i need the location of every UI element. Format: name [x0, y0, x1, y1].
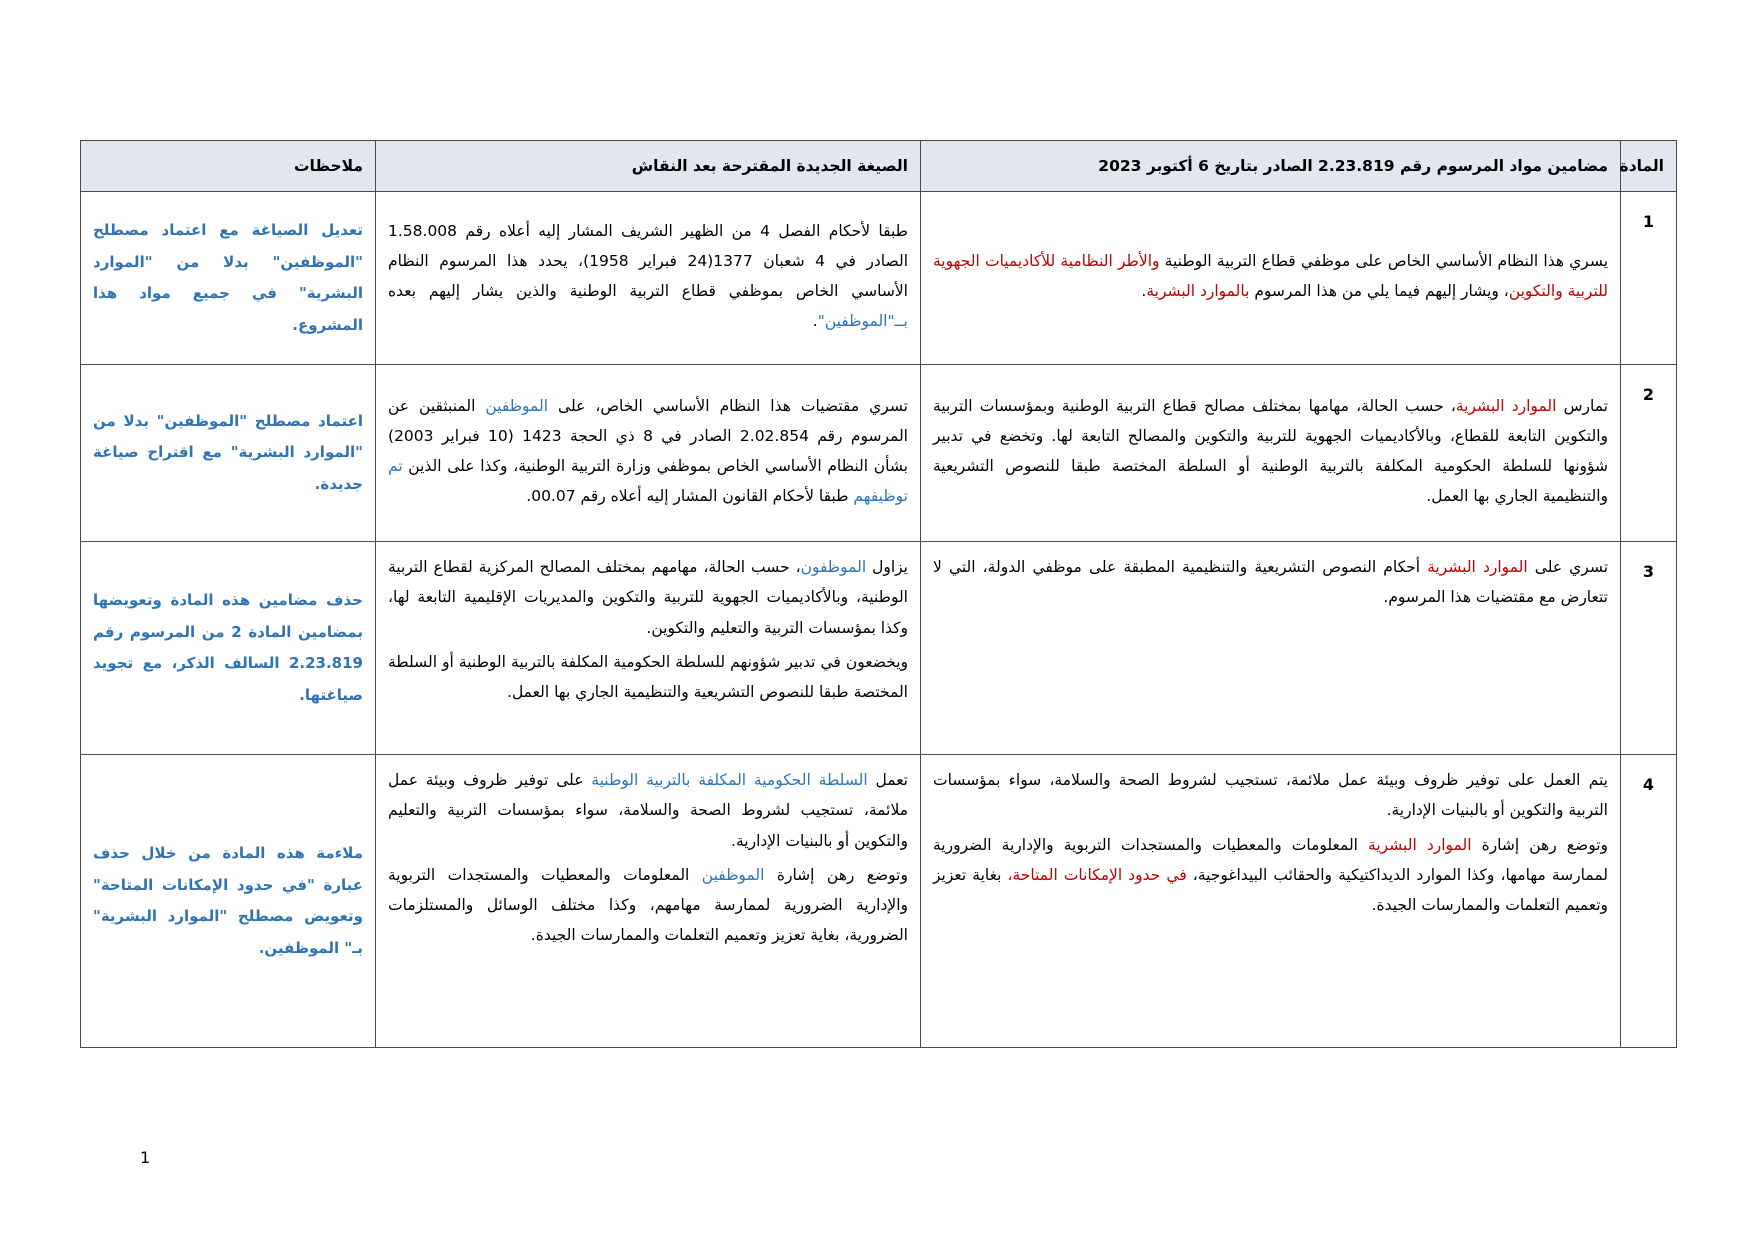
header-new-wording: الصيغة الجديدة المقترحة بعد النقاش: [376, 141, 921, 192]
text-segment: يزاول: [866, 558, 908, 577]
text-segment: المعلومات والمعطيات والمستجدات التربوية والإدارية الضرورية لممارسة مهامهم، وكذا مختلف الوسائل والمستلزمات الضرورية، بغاية تعزيز وتعميم التعلمات والممارسات الجيدة.: [388, 865, 908, 945]
text-segment: ، ويشار إليهم فيما يلي من هذا المرسوم: [1249, 282, 1509, 301]
highlight-blue: بــ"الموظفين": [817, 312, 908, 331]
text-segment: .: [812, 312, 818, 331]
cell-new-wording: [376, 192, 921, 365]
text-segment: ، حسب الحالة، مهامهم بمختلف المصالح المركزية لقطاع التربية الوطنية، وبالأكاديميات الجهوية للتربية والتكوين والمديريات الإقليمية التابعة لها، وكذا بمؤسسات التربية والتعليم والتكوين.: [388, 558, 908, 637]
text-segment: تسري على: [1527, 558, 1609, 577]
text-segment: أحكام النصوص التشريعية والتنظيمية المطبقة على موظفي الدولة، التي لا تتعارض مع مقتضيات هذا المرسوم.: [933, 558, 1608, 607]
cell-notes: حذف مضامين هذه المادة وتعويضها بمضامين المادة 2 من المرسوم رقم 2.23.819 السالف الذكر، مع تجويد صياغتها.: [81, 542, 376, 755]
cell-new-wording: [376, 542, 921, 755]
text-segment: .: [1141, 282, 1147, 301]
text-segment: المعلومات والمعطيات والمستجدات التربوية والإدارية الضرورية لممارسة مهامها، وكذا الموارد الديداكتيكية والحقائب البيداغوجية،: [933, 835, 1609, 884]
cell-article-number: 4: [1621, 755, 1677, 1048]
cell-decree-content: [921, 192, 1621, 365]
table-row: [81, 542, 1677, 755]
highlight-red: في حدود الإمكانات المتاحة،: [1007, 865, 1187, 884]
highlight-blue: الموظفين: [485, 396, 549, 415]
header-article: المادة: [1621, 141, 1677, 192]
highlight-blue: تم توظيفهم: [388, 457, 908, 506]
text-segment: تسري مقتضيات هذا النظام الأساسي الخاص، على: [548, 396, 908, 415]
text-segment: ، حسب الحالة، مهامها بمختلف مصالح قطاع التربية الوطنية وبمؤسسات التربية والتكوين التابعة للقطاع، وبالأكاديميات الجهوية للتربية والتكوين والمصالح التابعة لها. وتخضع في تدبير شؤونها للسلطة الحكومية المكلفة بالتربية الوطنية أو السلطة المختصة طبقا للنصوص التشريعية والتنظيمية الجاري بها العمل.: [933, 396, 1608, 506]
cell-article-number: 3: [1621, 542, 1677, 755]
cell-decree-content: [921, 542, 1621, 755]
highlight-red: الموارد البشرية: [1427, 558, 1528, 577]
cell-new-wording: [376, 755, 921, 1048]
text-segment: تعمل: [867, 771, 908, 790]
header-notes: ملاحظات: [81, 141, 376, 192]
table-header-row: [81, 141, 1677, 192]
highlight-blue: السلطة الحكومية المكلفة بالتربية الوطنية: [591, 771, 868, 790]
text-segment: طبقا لأحكام القانون المشار إليه أعلاه رقم 00.07.: [526, 487, 854, 506]
highlight-red: الموارد البشرية: [1368, 835, 1472, 854]
cell-article-number: 1: [1621, 192, 1677, 365]
text-segment: طبقا لأحكام الفصل 4 من الظهير الشريف المشار إليه أعلاه رقم 1.58.008 الصادر في 4 شعبان 1377(24 فبراير 1958)، يحدد هذا المرسوم النظام الأساسي الخاص بموظفي قطاع التربية الوطنية والذين يشار إليهم بعده: [388, 221, 909, 301]
highlight-red: والأطر النظامية للأكاديميات الجهوية للتربية والتكوين: [933, 252, 1608, 301]
cell-decree-content: [921, 365, 1621, 542]
text-segment: المنبثقين عن المرسوم رقم 2.02.854 الصادر في 8 ذي الحجة 1423 (10 فبراير 2003) بشأن النظام الأساسي الخاص بموظفي وزارة التربية الوطنية، وكذا على الذين: [388, 396, 908, 476]
text-segment: يسري هذا النظام الأساسي الخاص على موظفي قطاع التربية الوطنية: [1159, 252, 1609, 270]
cell-decree-content: [921, 755, 1621, 1048]
highlight-red: بالموارد البشرية: [1146, 282, 1250, 301]
header-decree-content: مضامين مواد المرسوم رقم 2.23.819 الصادر بتاريخ 6 أكتوبر 2023: [921, 141, 1621, 192]
highlight-blue: الموظفون: [800, 558, 867, 577]
cell-notes: تعديل الصياغة مع اعتماد مصطلح "الموظفين" بدلا من "الموارد البشرية" في جميع مواد هذا المشروع.: [81, 192, 376, 365]
cell-article-number: 2: [1621, 365, 1677, 542]
cell-notes: ملاءمة هذه المادة من خلال حذف عبارة "في حدود الإمكانات المتاحة" وتعويض مصطلح "الموارد البشرية" بـ" الموظفين.: [81, 755, 376, 1048]
text-segment: يتم العمل على توفير ظروف وبيئة عمل ملائمة، تستجيب لشروط الصحة والسلامة، سواء بمؤسسات التربية والتكوين أو بالبنيات الإدارية.: [933, 771, 1608, 820]
table-row: [81, 755, 1677, 1048]
cell-new-wording: [376, 365, 921, 542]
text-segment: على توفير ظروف وبيئة عمل ملائمة، تستجيب لشروط الصحة والسلامة، سواء بمؤسسات التربية والتعليم والتكوين أو بالبنيات الإدارية.: [388, 771, 908, 850]
page-number: 1: [140, 1148, 151, 1167]
text-segment: وتوضع رهن إشارة: [764, 865, 908, 884]
table-row: [81, 192, 1677, 365]
table-row: [81, 365, 1677, 542]
text-segment: وتوضع رهن إشارة: [1471, 835, 1608, 854]
comparison-table: [80, 140, 1677, 1048]
text-segment: ويخضعون في تدبير شؤونهم للسلطة الحكومية المكلفة بالتربية الوطنية أو السلطة المختصة طبقا للنصوص التشريعية والتنظيمية الجاري بها العمل.: [388, 652, 908, 702]
cell-notes: اعتماد مصطلح "الموظفين" بدلا من "الموارد البشرية" مع اقتراح صياغة جديدة.: [81, 365, 376, 542]
text-segment: بغاية تعزيز وتعميم التعلمات والممارسات الجيدة.: [933, 865, 1608, 915]
highlight-blue: الموظفين: [701, 865, 765, 884]
highlight-red: الموارد البشرية: [1455, 396, 1557, 415]
text-segment: تمارس: [1556, 396, 1608, 415]
